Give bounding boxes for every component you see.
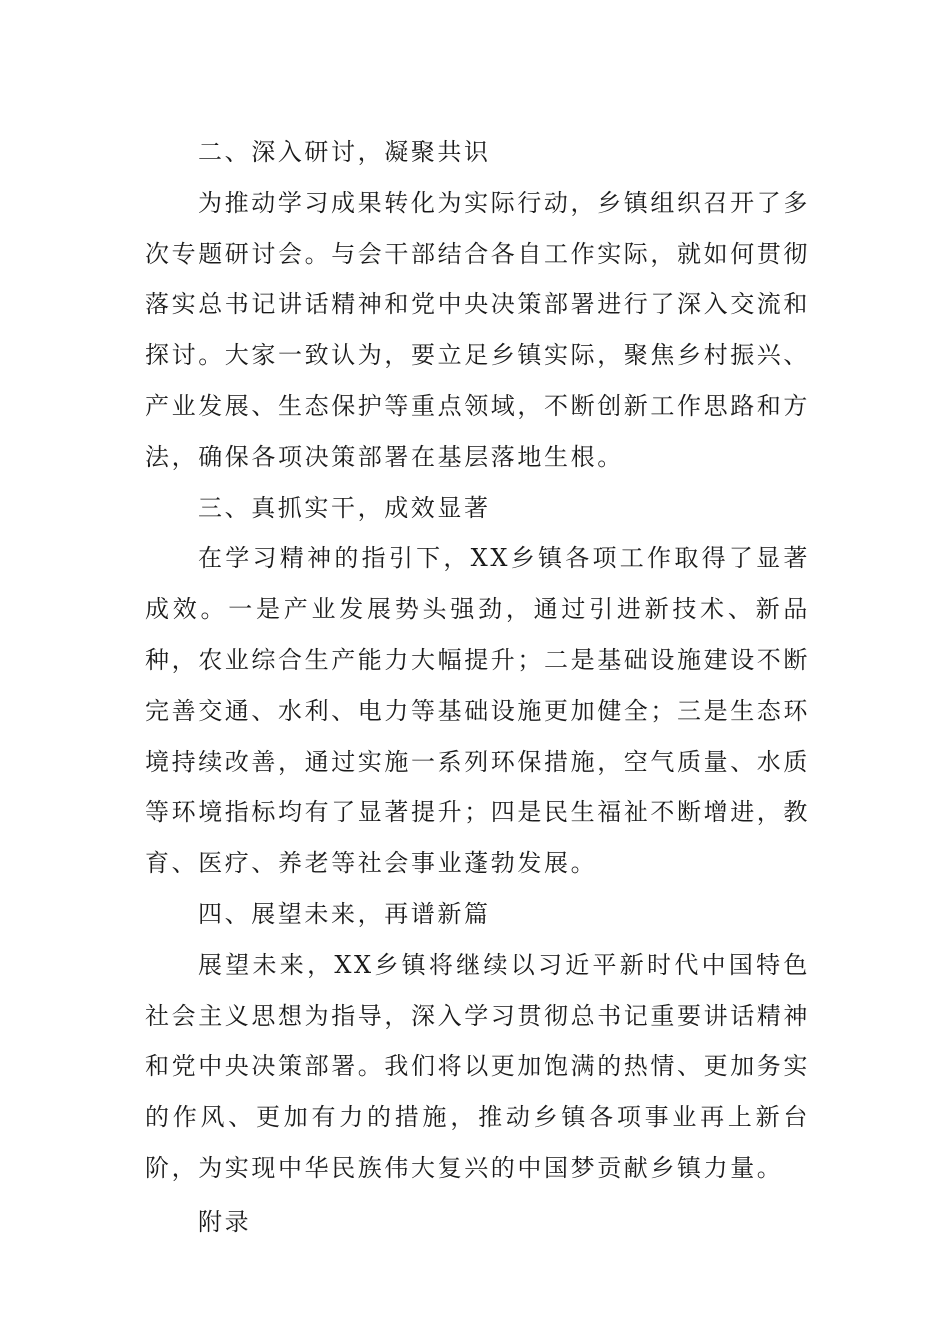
section-heading-2: 二、深入研讨，凝聚共识 [198,138,491,166]
section-heading-3: 三、真抓实干，成效显著 [198,493,491,522]
section-paragraph-4: 展望未来，XX乡镇将继续以习近平新时代中国特色社会主义思想为指导，深入学习贯彻总书记重要讲话精神和党中央决策部署。我们将以更加饱满的热情、更加务实的作风、更加有力的措施，推动乡镇各项事业再上新台阶，为实现中华民族伟大复兴的中国梦贡献乡镇力量。 [145,950,810,1182]
section-heading-4: 四、展望未来，再谱新篇 [198,899,491,928]
appendix-heading: 附录 [198,1207,252,1236]
document-body [145,127,810,1248]
section-paragraph-3: 在学习精神的指引下，XX乡镇各项工作取得了显著成效。一是产业发展势头强劲，通过引进新技术、新品种，农业综合生产能力大幅提升；二是基础设施建设不断完善交通、水利、电力等基础设施更加健全；三是生态环境持续改善，通过实施一系列环保措施，空气质量、水质等环境指标均有了显著提升；四是民生福祉不断增进，教育、医疗、养老等社会事业蓬勃发展。 [145,544,810,878]
section-paragraph-2: 为推动学习成果转化为实际行动，乡镇组织召开了多次专题研讨会。与会干部结合各自工作实际，就如何贯彻落实总书记讲话精神和党中央决策部署进行了深入交流和探讨。大家一致认为，要立足乡镇实际，聚焦乡村振兴、产业发展、生态保护等重点领域，不断创新工作思路和方法，确保各项决策部署在基层落地生根。 [145,188,810,471]
